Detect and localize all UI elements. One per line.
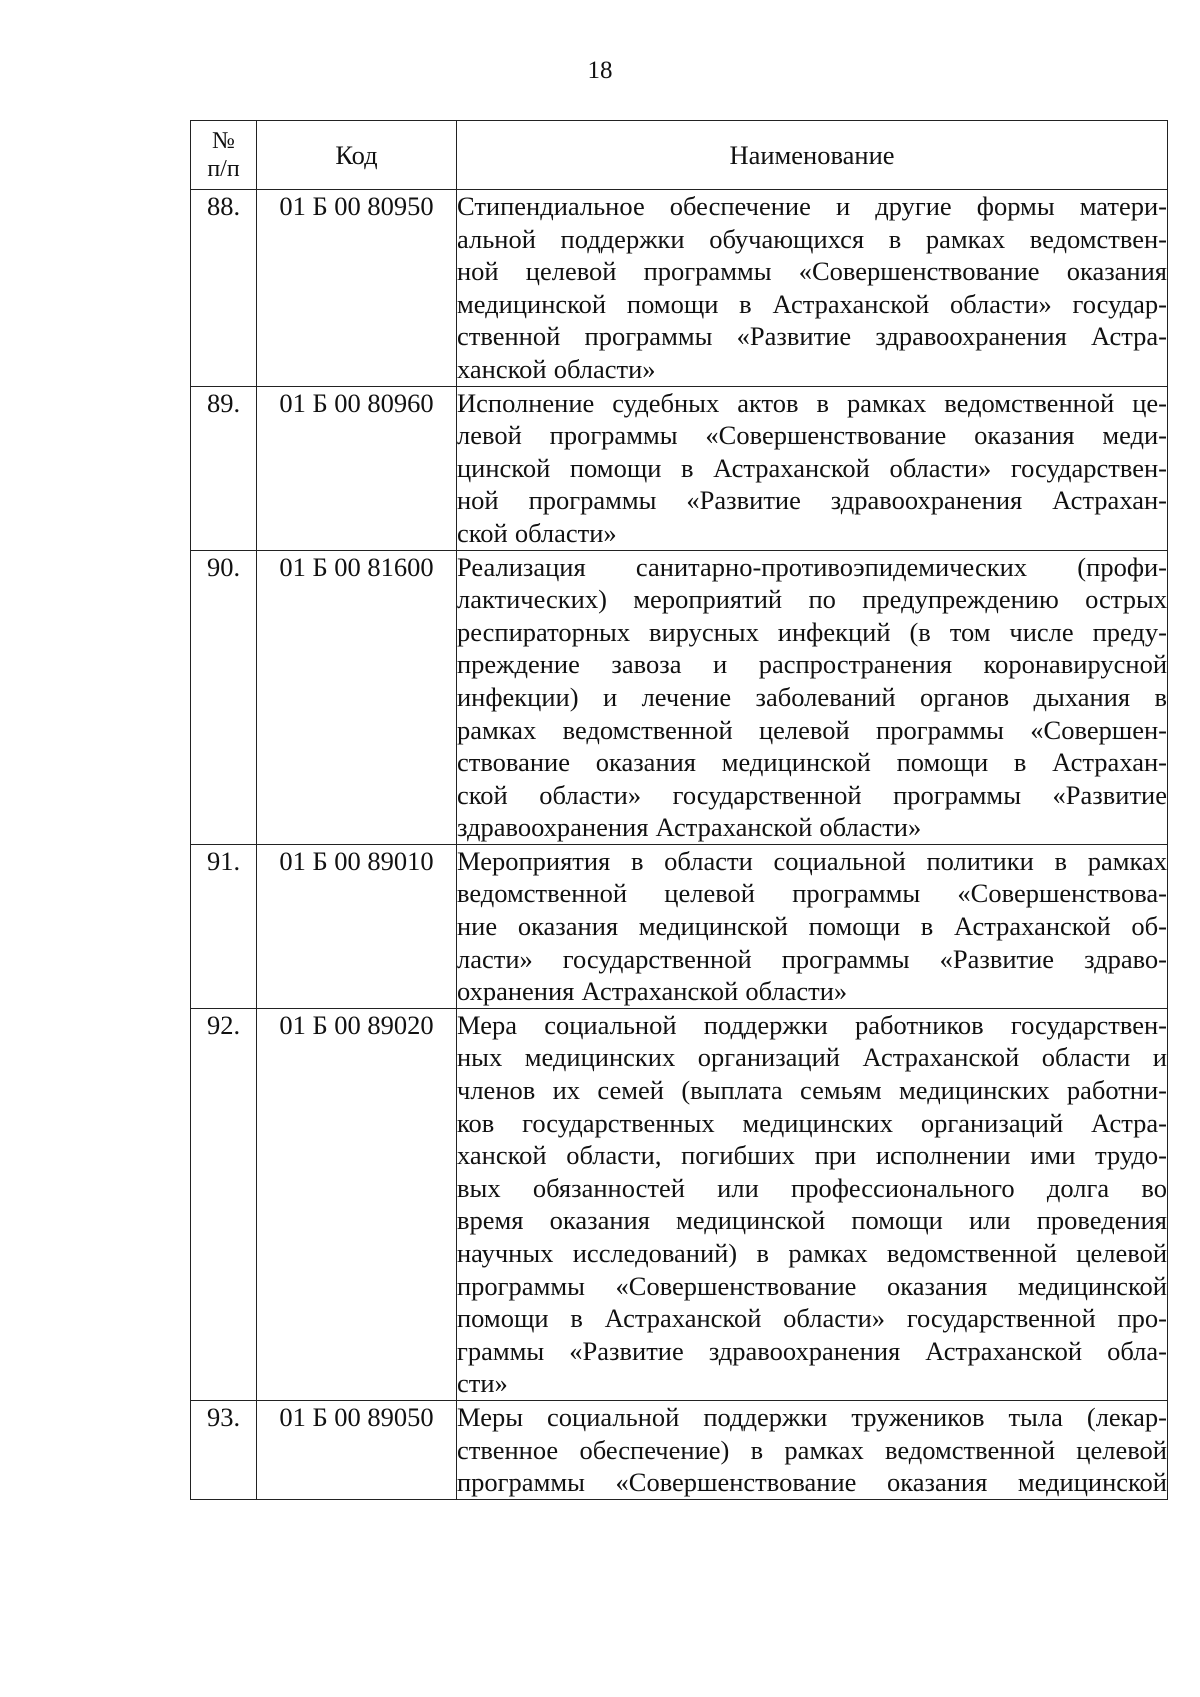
- row-name-line: граммы «Развитие здравоохранения Астраханской обла-: [457, 1335, 1167, 1366]
- table-row: [191, 550, 1168, 844]
- table-row: [191, 190, 1168, 387]
- row-name-line: ственное обеспечение) в рамках ведомственной целевой: [457, 1434, 1167, 1465]
- row-name-line: инфекции) и лечение заболеваний органов дыхания в: [457, 681, 1167, 712]
- row-name-line: Стипендиальное обеспечение и другие формы матери-: [457, 191, 1167, 221]
- header-number: [191, 121, 257, 190]
- table-body: [191, 190, 1168, 1500]
- row-name-line: Мера социальной поддержки работников государствен-: [457, 1009, 1167, 1040]
- header-number-abbrev: п/п: [207, 156, 240, 182]
- row-name-line: ной программы «Развитие здравоохранения Астрахан-: [457, 485, 1167, 516]
- row-code: 01 Б 00 89020: [257, 1008, 457, 1400]
- row-name-line: вых обязанностей или профессионального долга во: [457, 1172, 1167, 1203]
- row-name-line: помощи в Астраханской области» государственной про-: [457, 1303, 1167, 1334]
- row-name-line: здравоохранения Астраханской области»: [457, 812, 922, 843]
- row-name-line: ханской области»: [457, 353, 656, 384]
- table-row: [191, 844, 1168, 1008]
- row-name: [457, 550, 1168, 844]
- page-number: 18: [587, 57, 613, 84]
- row-name: [457, 1400, 1168, 1499]
- row-name-line: рамках ведомственной целевой программы «Совершен-: [457, 714, 1167, 745]
- row-name-line: научных исследований) в рамках ведомственной целевой: [457, 1238, 1167, 1268]
- table-row: [191, 1008, 1168, 1400]
- row-number: 89.: [191, 386, 257, 550]
- row-name-line: ханской области, погибших при исполнении ими трудо-: [457, 1140, 1167, 1171]
- row-name: [457, 386, 1168, 550]
- row-name-line: Реализация санитарно-противоэпидемических (профи-: [457, 551, 1167, 582]
- row-number: 91.: [191, 844, 257, 1008]
- row-name-line: сти»: [457, 1368, 508, 1399]
- row-name-line: ской области» государственной программы «Развитие: [457, 779, 1167, 810]
- row-name: [457, 190, 1168, 387]
- row-code: 01 Б 00 89050: [257, 1400, 457, 1499]
- row-code: 01 Б 00 81600: [257, 550, 457, 844]
- row-code: 01 Б 00 80950: [257, 190, 457, 387]
- row-name-line: ственной программы «Развитие здравоохранения Астра-: [457, 321, 1167, 352]
- header-number-symbol: №: [212, 128, 235, 154]
- row-name-line: ков государственных медицинских организаций Астра-: [457, 1107, 1167, 1138]
- row-name: [457, 844, 1168, 1008]
- row-name-line: левой программы «Совершенствование оказания меди-: [457, 420, 1167, 451]
- row-name-line: программы «Совершенствование оказания медицинской: [457, 1467, 1167, 1498]
- row-name-line: медицинской помощи в Астраханской области» государ-: [457, 288, 1167, 319]
- budget-code-table: [190, 120, 1168, 1500]
- row-code: 01 Б 00 89010: [257, 844, 457, 1008]
- row-name-line: ской области»: [457, 517, 617, 548]
- row-number: 88.: [191, 190, 257, 387]
- table-header-row: [191, 121, 1168, 190]
- row-name-line: альной поддержки обучающихся в рамках ведомствен-: [457, 223, 1167, 254]
- row-name-line: респираторных вирусных инфекций (в том числе преду-: [457, 616, 1167, 647]
- row-name-line: Мероприятия в области социальной политики в рамках: [457, 845, 1167, 876]
- row-name-line: преждение завоза и распространения коронавирусной: [457, 649, 1167, 680]
- table-row: [191, 386, 1168, 550]
- row-number: 90.: [191, 550, 257, 844]
- row-name-line: цинской помощи в Астраханской области» государствен-: [457, 452, 1167, 483]
- header-code: Код: [257, 121, 457, 190]
- table-row: [191, 1400, 1168, 1499]
- row-name-line: охранения Астраханской области»: [457, 976, 848, 1007]
- row-number: 92.: [191, 1008, 257, 1400]
- row-name-line: лактических) мероприятий по предупреждению острых: [457, 584, 1167, 615]
- row-name-line: ласти» государственной программы «Развитие здраво-: [457, 943, 1167, 974]
- row-name-line: ной целевой программы «Совершенствование оказания: [457, 256, 1167, 287]
- row-name-line: ние оказания медицинской помощи в Астраханской об-: [457, 911, 1167, 942]
- row-number: 93.: [191, 1400, 257, 1499]
- row-name-line: Меры социальной поддержки тружеников тыла (лекар-: [457, 1401, 1167, 1432]
- row-name-line: Исполнение судебных актов в рамках ведомственной це-: [457, 387, 1167, 418]
- row-name-line: ствование оказания медицинской помощи в Астрахан-: [457, 747, 1167, 778]
- row-name-line: членов их семей (выплата семьям медицинских работни-: [457, 1075, 1167, 1106]
- row-code: 01 Б 00 80960: [257, 386, 457, 550]
- header-name: Наименование: [457, 121, 1168, 190]
- row-name-line: время оказания медицинской помощи или проведения: [457, 1205, 1167, 1236]
- row-name-line: ведомственной целевой программы «Совершенствова-: [457, 878, 1167, 909]
- row-name: [457, 1008, 1168, 1400]
- row-name-line: программы «Совершенствование оказания медицинской: [457, 1270, 1167, 1301]
- row-name-line: ных медицинских организаций Астраханской области и: [457, 1042, 1167, 1073]
